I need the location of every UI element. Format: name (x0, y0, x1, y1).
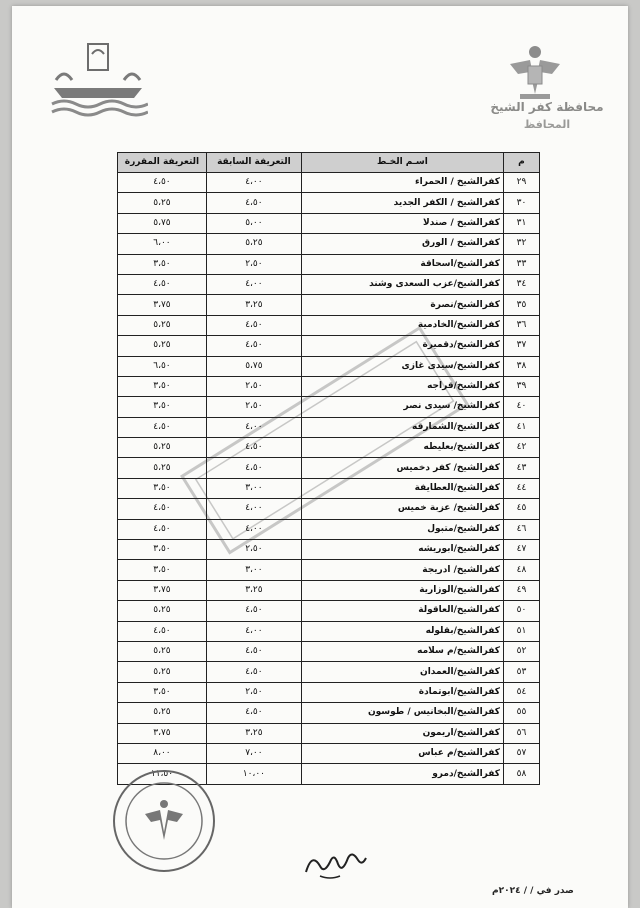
row-number: ٥٨ (503, 764, 539, 784)
row-line-name: كفرالشيخ / الورق (301, 234, 503, 254)
row-line-name: كفرالشيخ/ابوتمادة (301, 682, 503, 702)
header-line-name: اسـم الخـط (301, 153, 503, 173)
row-old-fare: ٤،٥٠ (206, 458, 301, 478)
row-number: ٣٤ (503, 274, 539, 294)
row-new-fare: ٥،٢٥ (118, 641, 207, 661)
row-new-fare: ٥،٢٥ (118, 703, 207, 723)
table-row (118, 499, 540, 519)
row-old-fare: ٤،٥٠ (206, 662, 301, 682)
row-number: ٤٧ (503, 540, 539, 560)
row-old-fare: ٢،٥٠ (206, 254, 301, 274)
table-row (118, 376, 540, 396)
row-new-fare: ٥،٢٥ (118, 193, 207, 213)
row-new-fare: ٤،٥٠ (118, 499, 207, 519)
row-line-name: كفرالشيخ/نصرة (301, 295, 503, 315)
row-number: ٣٠ (503, 193, 539, 213)
row-number: ٤٨ (503, 560, 539, 580)
row-line-name: كفرالشيخ/متبول (301, 519, 503, 539)
row-old-fare: ٤،٠٠ (206, 274, 301, 294)
row-old-fare: ٥،٧٥ (206, 356, 301, 376)
row-line-name: كفرالشيخ/بعليطه (301, 438, 503, 458)
row-new-fare: ٣،٥٠ (118, 560, 207, 580)
row-line-name: كفرالشيخ/اريمون (301, 723, 503, 743)
row-old-fare: ٢،٥٠ (206, 682, 301, 702)
row-new-fare: ٤،٥٠ (118, 417, 207, 437)
row-new-fare: ٤،٥٠ (118, 173, 207, 193)
row-new-fare: ٦،٠٠ (118, 234, 207, 254)
row-new-fare: ٥،٢٥ (118, 601, 207, 621)
row-old-fare: ١٠،٠٠ (206, 764, 301, 784)
row-number: ٥٧ (503, 743, 539, 763)
row-number: ٥٠ (503, 601, 539, 621)
row-number: ٣٢ (503, 234, 539, 254)
row-line-name: كفرالشيخ/الوزارية (301, 580, 503, 600)
row-number: ٤١ (503, 417, 539, 437)
row-line-name: كفرالشيخ/ عزبة خميس (301, 499, 503, 519)
fare-table-container (117, 152, 540, 785)
row-line-name: كفرالشيخ/اسحاقة (301, 254, 503, 274)
table-row (118, 601, 540, 621)
table-row (118, 703, 540, 723)
office-title: المحافظ (523, 118, 571, 131)
row-new-fare: ٥،٢٥ (118, 662, 207, 682)
table-row (118, 621, 540, 641)
table-row (118, 743, 540, 763)
row-new-fare: ٣،٥٠ (118, 682, 207, 702)
row-number: ٤٩ (503, 580, 539, 600)
row-number: ٤٢ (503, 438, 539, 458)
row-new-fare: ٤،٥٠ (118, 621, 207, 641)
row-new-fare: ٤،٥٠ (118, 519, 207, 539)
document-page (12, 6, 628, 908)
row-new-fare: ٣،٧٥ (118, 723, 207, 743)
row-number: ٥٢ (503, 641, 539, 661)
table-row (118, 682, 540, 702)
row-line-name: كفرالشيخ/ سيدى نصر (301, 397, 503, 417)
table-row (118, 458, 540, 478)
table-row (118, 438, 540, 458)
header-no: م (503, 153, 539, 173)
table-row (118, 173, 540, 193)
row-line-name: كفرالشيخ/دقميرة (301, 336, 503, 356)
official-seal-icon (105, 766, 223, 876)
row-old-fare: ٤،٥٠ (206, 703, 301, 723)
table-header-row (118, 153, 540, 173)
row-number: ٥٥ (503, 703, 539, 723)
table-row (118, 213, 540, 233)
row-line-name: كفرالشيخ/سيدى غازى (301, 356, 503, 376)
row-line-name: كفرالشيخ/ ادريجة (301, 560, 503, 580)
row-line-name: كفرالشيخ/الخادمية (301, 315, 503, 335)
row-old-fare: ٥،٠٠ (206, 213, 301, 233)
table-row (118, 723, 540, 743)
row-line-name: كفرالشيخ / الكفر الجديد (301, 193, 503, 213)
row-number: ٤٤ (503, 478, 539, 498)
row-number: ٤٦ (503, 519, 539, 539)
row-new-fare: ٥،٢٥ (118, 336, 207, 356)
table-row (118, 519, 540, 539)
row-old-fare: ٣،٢٥ (206, 295, 301, 315)
row-number: ٤٥ (503, 499, 539, 519)
header-new-fare: التعريفة المقررة (118, 153, 207, 173)
row-old-fare: ٢،٥٠ (206, 540, 301, 560)
issue-date (492, 886, 574, 896)
row-line-name: كفرالشيخ/دمرو (301, 764, 503, 784)
table-row (118, 295, 540, 315)
row-old-fare: ٣،٢٥ (206, 723, 301, 743)
row-number: ٤٠ (503, 397, 539, 417)
row-number: ٣٦ (503, 315, 539, 335)
eagle-emblem-icon (500, 44, 570, 102)
row-line-name: كفرالشيخ/عزب السعدى وشند (301, 274, 503, 294)
row-number: ٢٩ (503, 173, 539, 193)
fare-table (117, 152, 540, 785)
table-row (118, 540, 540, 560)
table-row (118, 580, 540, 600)
row-line-name: كفرالشيخ/العمدان (301, 662, 503, 682)
row-new-fare: ٣،٥٠ (118, 397, 207, 417)
row-old-fare: ٤،٠٠ (206, 417, 301, 437)
row-old-fare: ٢،٥٠ (206, 397, 301, 417)
row-line-name: كفرالشيخ / صندلا (301, 213, 503, 233)
row-old-fare: ٤،٠٠ (206, 499, 301, 519)
row-new-fare: ٣،٥٠ (118, 254, 207, 274)
table-row (118, 274, 540, 294)
row-old-fare: ٢،٥٠ (206, 376, 301, 396)
row-old-fare: ٥،٢٥ (206, 234, 301, 254)
row-old-fare: ٤،٠٠ (206, 621, 301, 641)
row-new-fare: ٥،٢٥ (118, 458, 207, 478)
row-old-fare: ٤،٥٠ (206, 601, 301, 621)
issue-date-value: / / ٢٠٢٤م (492, 886, 534, 896)
governorate-title: محافظة كفر الشيخ (490, 100, 604, 114)
row-old-fare: ٤،٥٠ (206, 193, 301, 213)
table-row (118, 641, 540, 661)
row-number: ٣٥ (503, 295, 539, 315)
row-old-fare: ٣،٠٠ (206, 478, 301, 498)
row-new-fare: ٤،٥٠ (118, 274, 207, 294)
row-line-name: كفرالشيخ / الحمراء (301, 173, 503, 193)
table-row (118, 397, 540, 417)
row-number: ٣٨ (503, 356, 539, 376)
table-row (118, 417, 540, 437)
row-new-fare: ٥،٧٥ (118, 213, 207, 233)
row-old-fare: ٧،٠٠ (206, 743, 301, 763)
table-row (118, 662, 540, 682)
row-number: ٥١ (503, 621, 539, 641)
row-new-fare: ٦،٥٠ (118, 356, 207, 376)
row-number: ٥٣ (503, 662, 539, 682)
row-new-fare: ٣،٧٥ (118, 295, 207, 315)
row-line-name: كفرالشيخ/البخانيس / طوسون (301, 703, 503, 723)
row-line-name: كفرالشيخ/العطايفة (301, 478, 503, 498)
row-old-fare: ٤،٠٠ (206, 519, 301, 539)
row-new-fare: ٥،٢٥ (118, 315, 207, 335)
row-line-name: كفرالشيخ/الشمارقه (301, 417, 503, 437)
row-number: ٥٤ (503, 682, 539, 702)
issue-date-label: صدر في (536, 886, 574, 896)
row-new-fare: ١١،٥٠ (118, 764, 207, 784)
row-line-name: كفرالشيخ/ كفر دخميس (301, 458, 503, 478)
row-old-fare: ٤،٥٠ (206, 641, 301, 661)
row-old-fare: ٤،٠٠ (206, 173, 301, 193)
table-row (118, 560, 540, 580)
row-old-fare: ٣،٢٥ (206, 580, 301, 600)
table-row (118, 193, 540, 213)
row-new-fare: ٣،٧٥ (118, 580, 207, 600)
row-number: ٤٣ (503, 458, 539, 478)
table-row (118, 234, 540, 254)
table-row (118, 356, 540, 376)
row-new-fare: ٣،٥٠ (118, 376, 207, 396)
row-number: ٣٣ (503, 254, 539, 274)
row-line-name: كفرالشيخ/ابوريشه (301, 540, 503, 560)
row-new-fare: ٥،٢٥ (118, 438, 207, 458)
row-new-fare: ٣،٥٠ (118, 478, 207, 498)
row-old-fare: ٤،٥٠ (206, 438, 301, 458)
row-number: ٣٩ (503, 376, 539, 396)
row-old-fare: ٤،٥٠ (206, 315, 301, 335)
row-old-fare: ٤،٥٠ (206, 336, 301, 356)
row-new-fare: ٣،٥٠ (118, 540, 207, 560)
table-row (118, 336, 540, 356)
table-row (118, 254, 540, 274)
row-line-name: كفرالشيخ/م سلامه (301, 641, 503, 661)
row-new-fare: ٨،٠٠ (118, 743, 207, 763)
row-line-name: كفرالشيخ/م عباس (301, 743, 503, 763)
row-old-fare: ٣،٠٠ (206, 560, 301, 580)
signature-icon (300, 846, 370, 882)
governorate-logo-icon (48, 40, 148, 120)
table-row (118, 315, 540, 335)
row-number: ٣١ (503, 213, 539, 233)
row-line-name: كفرالشيخ/بقلوله (301, 621, 503, 641)
row-number: ٥٦ (503, 723, 539, 743)
row-line-name: كفرالشيخ/قراجه (301, 376, 503, 396)
row-number: ٣٧ (503, 336, 539, 356)
row-line-name: كفرالشيخ/العاقولة (301, 601, 503, 621)
header-old-fare: التعريفة السابقة (206, 153, 301, 173)
table-row (118, 478, 540, 498)
